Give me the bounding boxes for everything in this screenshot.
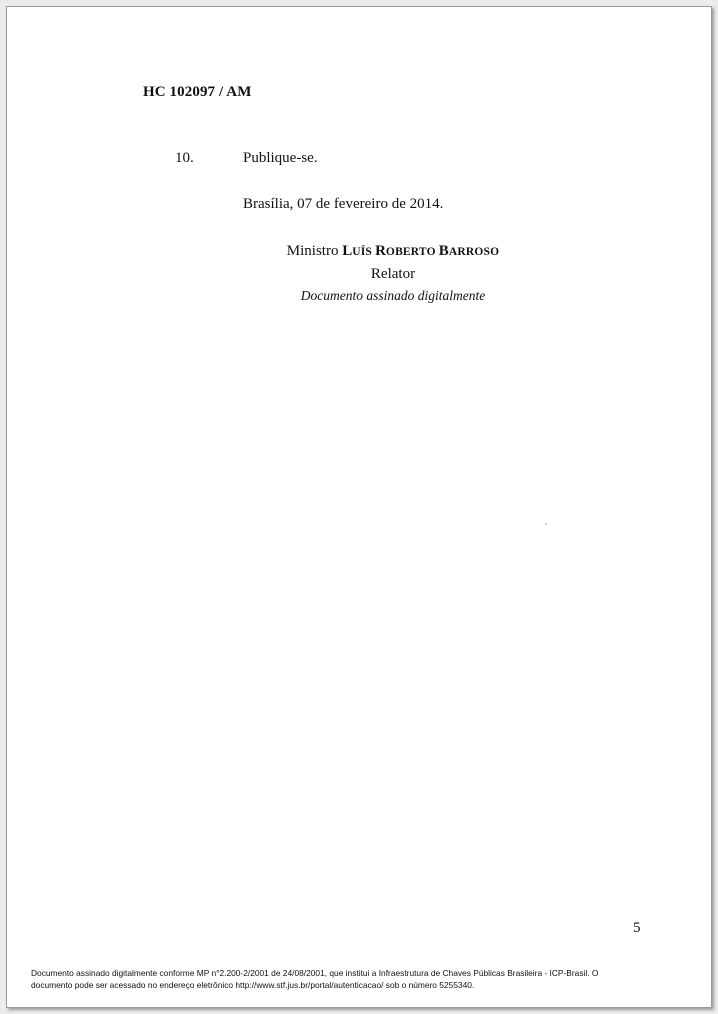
footer-note	[31, 967, 691, 991]
name-part: OBERTO	[385, 246, 439, 258]
case-identifier: HC 102097 / AM	[143, 84, 252, 100]
signature-name	[243, 240, 543, 263]
date-line: Brasília, 07 de fevereiro de 2014.	[243, 196, 444, 212]
name-part: L	[342, 243, 353, 259]
name-part: UÍS	[352, 246, 376, 258]
paragraph-text: Publique-se.	[243, 150, 318, 166]
footer-line-1: Documento assinado digitalmente conforme MP n°2.200-2/2001 de 24/08/2001, que institui a Infraestrutura de Chaves Públicas Brasileira - ICP-Brasil. O	[31, 968, 599, 978]
signature-block	[243, 240, 543, 307]
name-part: B	[438, 243, 449, 259]
document-page	[6, 6, 712, 1008]
paragraph-number: 10.	[175, 150, 194, 166]
name-part: R	[375, 243, 386, 259]
name-part: ARROSO	[448, 246, 500, 258]
signature-prefix: Ministro	[286, 243, 343, 259]
scan-speck	[545, 523, 547, 525]
footer-line-2: documento pode ser acessado no endereço eletrônico http://www.stf.jus.br/portal/autenticacao/ sob o número 5255340.	[31, 980, 475, 990]
signature-role: Relator	[370, 266, 416, 282]
signature-note: Documento assinado digitalmente	[300, 288, 486, 303]
page-number: 5	[633, 920, 641, 936]
